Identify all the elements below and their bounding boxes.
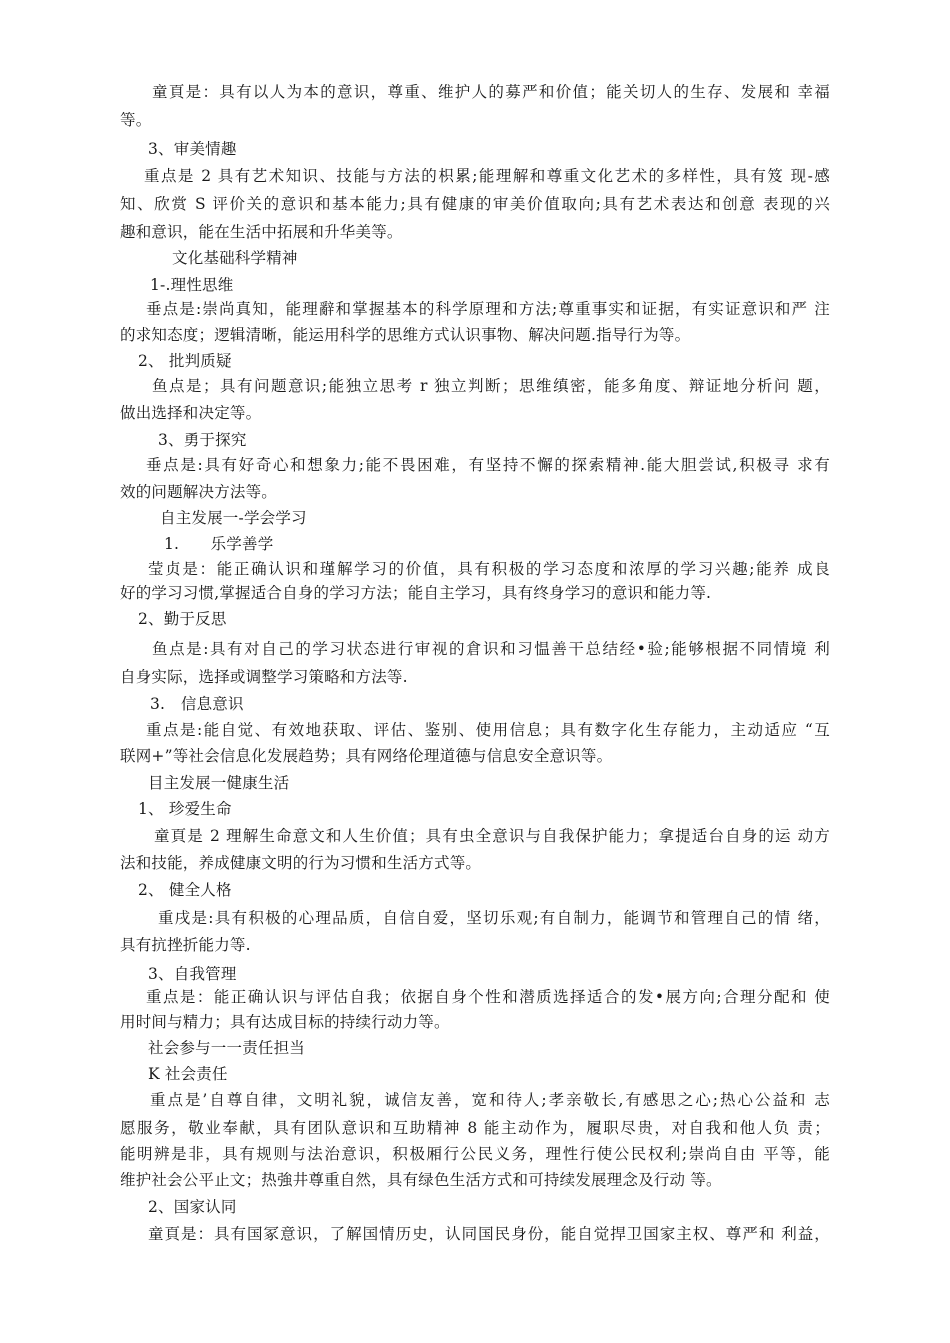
text-line: 效的问题解决方法等。 [120, 483, 278, 501]
text-line: 等。 [120, 111, 152, 129]
section-heading: 文化基础科学精神 [172, 249, 298, 267]
text-line: 重点是:能自觉、有效地获取、评估、鉴别、使用信息；具有数字化生存能力，主动适应 “互 [146, 721, 830, 739]
text-line: 趣和意识，能在生活中拓展和升华美等。 [120, 223, 403, 241]
text-line: 好的学习习惯,掌握适合自身的学习方法；能自主学习，具有终身学习的意识和能力等. [120, 584, 712, 602]
section-heading: 目主发展一健康生活 [148, 774, 290, 792]
text-line: 具有抗挫折能力等. [120, 936, 251, 954]
text-line: 维护社会公平止文；热強井尊重自然，具有绿色生活方式和可持续发展理念及行动 等。 [120, 1171, 722, 1189]
text-line: 童頁是：具有以人为本的意识，尊重、维护人的募严和价值；能关切人的生存、发展和 幸福 [152, 83, 830, 101]
section-heading: 3、自我管理 [148, 965, 237, 983]
text-line: 自身实际，选择或调整学习策略和方法等. [120, 668, 408, 686]
text-line: 重点是 2 具有艺术知识、技能与方法的枳累;能理解和尊重文化艺术的多样性，具有笈 现-感 [144, 167, 830, 185]
text-line: 童頁是 2 理解生命意文和人生价值；具有虫全意识与自我保护能力；拿提适台自身的运 动方 [154, 827, 830, 845]
section-heading: 1. 乐学善学 [164, 535, 274, 553]
section-heading: 2、国家认同 [148, 1198, 237, 1216]
text-line: 知、欣赏 S 评价关的意识和基本能力;具有健康的审美价值取向;具有艺术表达和创意 表现的兴 [120, 195, 830, 213]
text-line: 联网+”等社会信息化发展趋势；具有网络伦理道德与信息安全意识等。 [120, 747, 613, 765]
text-line: 愿服务，敬业奉献，具有团队意识和互助精神 8 能主动作为，履职尽贵，对自我和他人负 责； [120, 1119, 830, 1137]
text-line: 童頁是：具有国冢意识，了解国情历史，认同国民身份，能自觉捍卫国家主权、尊严和 利益， [148, 1225, 830, 1243]
section-heading: 2、 批判质疑 [138, 352, 232, 370]
text-line: 鱼点是:具有对自己的学习状态进行审视的倉识和习愠善干总结经•验;能够根据不同情境 利 [152, 640, 830, 658]
section-heading: 3、审美情趣 [148, 140, 237, 158]
section-heading: 社会参与一一责任担当 [148, 1039, 306, 1057]
text-line: 法和技能，养成健康文明的行为习惯和生活方式等。 [120, 854, 482, 872]
section-heading: 3. 信息意识 [150, 695, 244, 713]
section-heading: 1-.理性思维 [150, 276, 234, 294]
text-line: 重点是：能正确认识与评估自我；依据自身个性和潜质选择适合的发•展方向;合理分配和 使 [146, 988, 830, 1006]
section-heading: 3、勇于探究 [158, 431, 247, 449]
text-line: 鱼点是；具有问题意识;能独立思考 r 独立判断；思维缜密，能多角度、辩证地分析问 题， [152, 377, 830, 395]
text-line: 能明辨是非，具有规则与法治意识，积极厢行公民义务，理性行使公民权利;崇尚自由 平等，能 [120, 1145, 830, 1163]
text-line: 用时间与精力；具有达成目标的持续行动力等。 [120, 1013, 450, 1031]
text-line: 做出选择和决定等。 [120, 404, 262, 422]
section-heading: 2、勤于反思 [138, 610, 227, 628]
text-line: 重点是’自尊自律，文明礼貌，诚信友善，宽和待人;孝亲敬长,有感思之心;热心公益和 志 [150, 1091, 830, 1109]
text-line: 重戌是:具有积极的心理品质，自信自爱，坚切乐观;有自制力，能调节和管理自己的情 绪， [158, 909, 830, 927]
text-line: 垂点是:具有好奇心和想象力;能不畏困难，有坚持不懈的探索精神.能大胆尝试,积极寻 求有 [146, 456, 831, 474]
section-heading: K 社会责任 [148, 1065, 228, 1083]
text-line: 的求知态度；逻辑清晰，能运用科学的思维方式认识事物、解决问题.指导行为等。 [120, 326, 691, 344]
section-heading: 1、 珍爱生命 [138, 800, 232, 818]
section-heading: 2、 健全人格 [138, 881, 232, 899]
text-line: 莹贞是：能正确认识和瑾解学习的价值，具有积极的学习态度和浓厚的学习兴趣;能养 成良 [148, 560, 830, 578]
section-heading: 自主发展一-学会学习 [160, 509, 307, 527]
text-line: 垂点是:崇尚真知，能理辭和掌握基本的科学原理和方法;尊重事实和证据，有实证意识和严 注 [146, 300, 830, 318]
